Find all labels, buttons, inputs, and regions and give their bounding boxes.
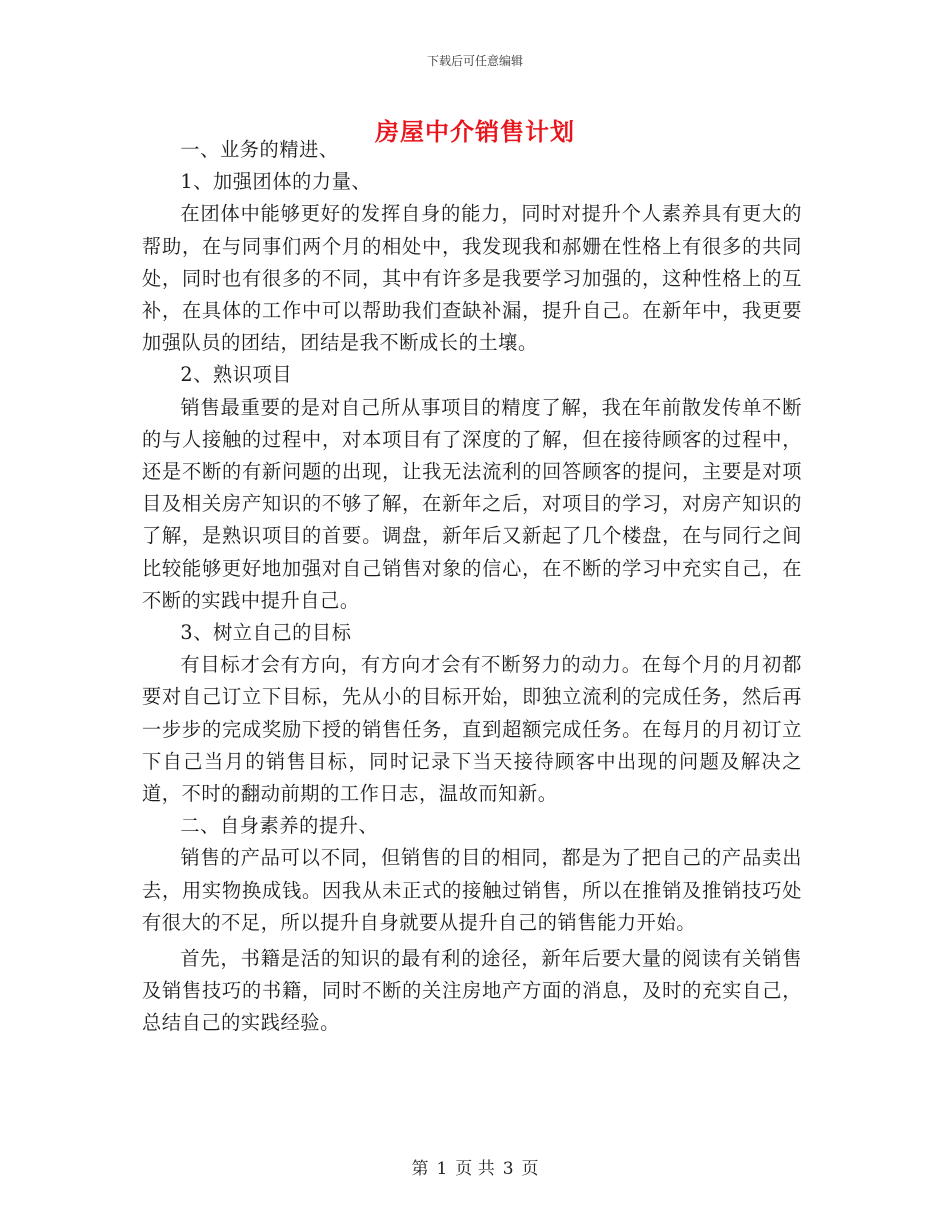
body-paragraph: 在团体中能够更好的发挥自身的能力，同时对提升个人素养具有更大的帮助，在与同事们两个月的相处中，我发现我和郝姗在性格上有很多的共同处，同时也有很多的不同，其中有许多是我要学习加强的，这种性格上的互补，在具体的工作中可以帮助我们查缺补漏，提升自己。在新年中，我更要加强队员的团结，团结是我不断成长的土壤。 [142,202,802,355]
document-title: 房屋中介销售计划 [375,117,575,146]
subsection-heading: 1、加强团体的力量、 [180,170,372,194]
section-heading: 二、自身素养的提升、 [180,814,379,838]
body-paragraph: 销售的产品可以不同，但销售的目的相同，都是为了把自己的产品卖出去，用实物换成钱。因我从未正式的接触过销售，所以在推销及推销技巧处有很大的不足，所以提升自身就要从提升自己的销售能力开始。 [142,846,802,934]
header-note: 下载后可任意编辑 [426,54,523,68]
body-paragraph: 首先，书籍是活的知识的最有利的途径，新年后要大量的阅读有关销售及销售技巧的书籍，同时不断的关注房地产方面的消息，及时的充实自己，总结自己的实践经验。 [142,947,802,1035]
footer-prefix: 第 [411,1159,429,1179]
section-heading: 一、业务的精进、 [180,138,339,161]
subsection-heading: 3、树立自己的目标 [180,621,352,645]
page-footer [0,1154,950,1179]
footer-middle: 页 共 [455,1159,495,1179]
total-page-count: 3 [502,1159,514,1179]
footer-suffix: 页 [521,1159,539,1179]
subsection-heading: 2、熟识项目 [180,363,293,387]
body-paragraph: 有目标才会有方向，有方向才会有不断努力的动力。在每个月的月初都要对自己订立下目标，先从小的目标开始，即独立流利的完成任务，然后再一步步的完成奖励下授的销售任务，直到超额完成任务。在每月的月初订立下自己当月的销售目标，同时记录下当天接待顾客中出现的问题及解决之道，不时的翻动前期的工作日志，温故而知新。 [142,653,802,806]
document-body [142,134,802,1040]
body-paragraph: 销售最重要的是对自己所从事项目的精度了解，我在年前散发传单不断的与人接触的过程中，对本项目有了深度的了解，但在接待顾客的过程中，还是不断的有新问题的出现，让我无法流利的回答顾客的提问，主要是对项目及相关房产知识的不够了解，在新年之后，对项目的学习，对房产知识的了解，是熟识项目的首要。调盘，新年后又新起了几个楼盘，在与同行之间比较能够更好地加强对自己销售对象的信心，在不断的学习中充实自己，在不断的实践中提升自己。 [142,395,802,612]
current-page-number: 1 [436,1159,448,1179]
